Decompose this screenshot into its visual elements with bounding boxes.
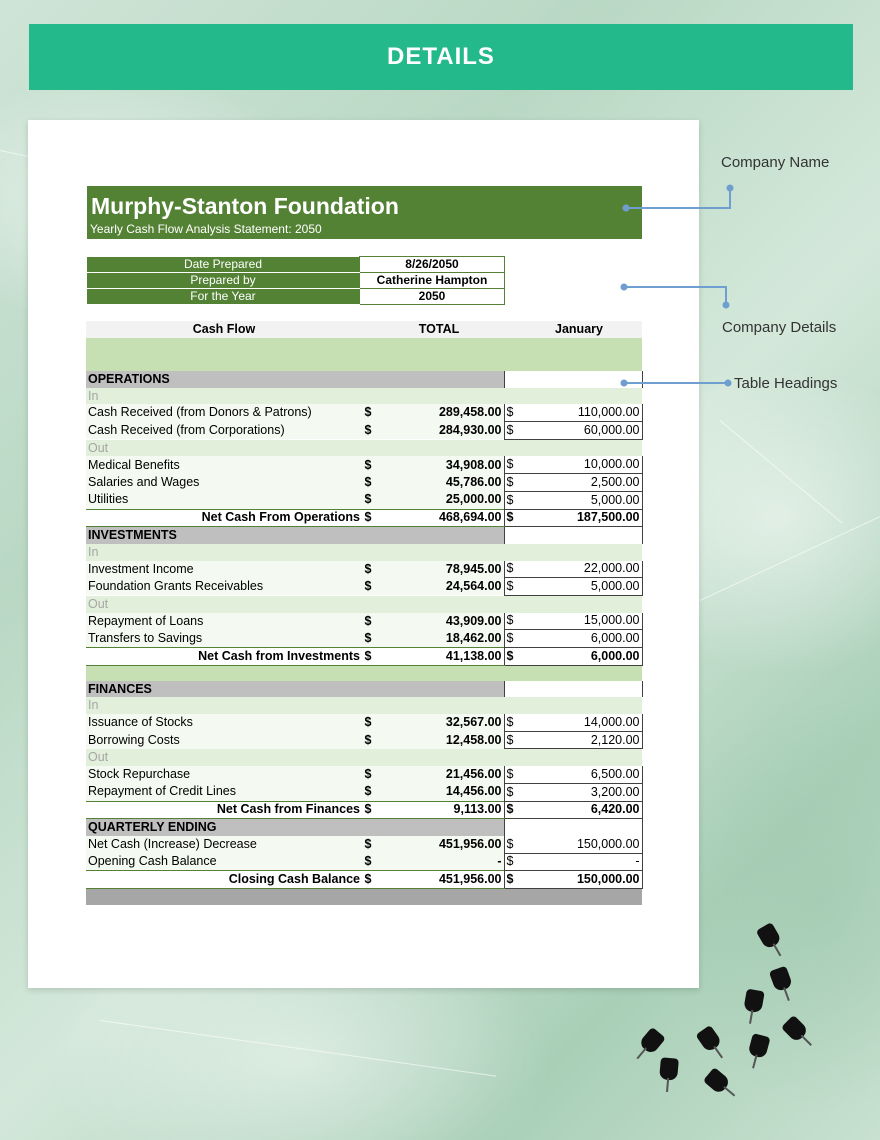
- row-label: Salaries and Wages: [86, 474, 362, 492]
- section-title: OPERATIONS: [86, 371, 362, 388]
- total-value: 24,564.00: [374, 578, 504, 596]
- row-label: Net Cash from Investments: [86, 648, 362, 666]
- heading-total: TOTAL: [374, 321, 504, 338]
- info-value: 2050: [360, 289, 505, 305]
- total-currency: $: [362, 509, 374, 527]
- callout-dot: [727, 185, 734, 192]
- row-label: Net Cash From Operations: [86, 509, 362, 527]
- row-label: Net Cash from Finances: [86, 801, 362, 819]
- callout-dot: [725, 380, 732, 387]
- january-currency: $: [504, 766, 516, 783]
- info-label: For the Year: [87, 289, 360, 305]
- heading-january: January: [516, 321, 642, 338]
- annotation-table-headings: Table Headings: [734, 375, 838, 392]
- total-value: 18,462.00: [374, 630, 504, 648]
- january-value: 14,000.00: [516, 714, 642, 731]
- row-label: Foundation Grants Receivables: [86, 578, 362, 596]
- info-label: Prepared by: [87, 273, 360, 289]
- total-currency: $: [362, 783, 374, 801]
- section-title: FINANCES: [86, 681, 362, 698]
- subsection-label: Out: [86, 439, 642, 456]
- subsection-label: In: [86, 388, 642, 405]
- row-label: Repayment of Credit Lines: [86, 783, 362, 801]
- january-value: 10,000.00: [516, 456, 642, 473]
- subsection-label: In: [86, 697, 642, 714]
- total-currency: $: [362, 613, 374, 630]
- callout-dot: [723, 302, 730, 309]
- row-label: Borrowing Costs: [86, 731, 362, 749]
- banner-title: DETAILS: [387, 43, 495, 70]
- row-label: Utilities: [86, 491, 362, 509]
- total-currency: $: [362, 648, 374, 666]
- info-value: Catherine Hampton: [360, 273, 505, 289]
- total-value: 451,956.00: [374, 836, 504, 853]
- total-value: 21,456.00: [374, 766, 504, 783]
- january-currency: $: [504, 648, 516, 666]
- total-value: 12,458.00: [374, 731, 504, 749]
- row-label: Transfers to Savings: [86, 630, 362, 648]
- annotation-company-name: Company Name: [721, 154, 830, 171]
- info-label: Date Prepared: [87, 257, 360, 273]
- january-currency: $: [504, 853, 516, 871]
- row-label: Cash Received (from Corporations): [86, 422, 362, 440]
- total-value: 43,909.00: [374, 613, 504, 630]
- total-currency: $: [362, 561, 374, 578]
- subsection-label: In: [86, 544, 642, 561]
- january-value: -: [516, 853, 642, 871]
- january-value: 150,000.00: [516, 836, 642, 853]
- january-currency: $: [504, 456, 516, 473]
- total-currency: $: [362, 404, 374, 421]
- total-currency: $: [362, 578, 374, 596]
- company-name: Murphy-Stanton Foundation: [91, 193, 399, 219]
- january-currency: $: [504, 491, 516, 509]
- row-label: Stock Repurchase: [86, 766, 362, 783]
- january-currency: $: [504, 630, 516, 648]
- january-currency: $: [504, 836, 516, 853]
- january-currency: $: [504, 783, 516, 801]
- total-value: 45,786.00: [374, 474, 504, 492]
- january-value: 6,000.00: [516, 648, 642, 666]
- january-currency: $: [504, 422, 516, 440]
- january-value: 22,000.00: [516, 561, 642, 578]
- total-currency: $: [362, 853, 374, 871]
- total-currency: $: [362, 714, 374, 731]
- callout-line: [626, 188, 730, 208]
- total-value: 32,567.00: [374, 714, 504, 731]
- row-label: Closing Cash Balance: [86, 871, 362, 889]
- total-currency: $: [362, 766, 374, 783]
- total-currency: $: [362, 836, 374, 853]
- row-label: Issuance of Stocks: [86, 714, 362, 731]
- subsection-label: Out: [86, 595, 642, 612]
- info-value: 8/26/2050: [360, 257, 505, 273]
- total-value: -: [374, 853, 504, 871]
- total-value: 34,908.00: [374, 456, 504, 473]
- january-currency: $: [504, 801, 516, 819]
- total-currency: $: [362, 731, 374, 749]
- subsection-label: Out: [86, 749, 642, 766]
- january-currency: $: [504, 871, 516, 889]
- january-value: 60,000.00: [516, 422, 642, 440]
- annotation-company-details: Company Details: [722, 319, 837, 336]
- january-value: 2,500.00: [516, 474, 642, 492]
- january-currency: $: [504, 613, 516, 630]
- january-value: 5,000.00: [516, 578, 642, 596]
- january-value: 5,000.00: [516, 491, 642, 509]
- section-title: QUARTERLY ENDING: [86, 819, 362, 836]
- january-currency: $: [504, 509, 516, 527]
- total-currency: $: [362, 456, 374, 473]
- total-value: 9,113.00: [374, 801, 504, 819]
- row-label: Repayment of Loans: [86, 613, 362, 630]
- january-currency: $: [504, 731, 516, 749]
- january-currency: $: [504, 404, 516, 421]
- total-currency: $: [362, 491, 374, 509]
- total-currency: $: [362, 871, 374, 889]
- january-currency: $: [504, 561, 516, 578]
- total-value: 284,930.00: [374, 422, 504, 440]
- january-value: 6,000.00: [516, 630, 642, 648]
- heading-cash-flow: Cash Flow: [86, 321, 362, 338]
- company-subtitle: Yearly Cash Flow Analysis Statement: 2050: [90, 222, 322, 236]
- january-value: 6,500.00: [516, 766, 642, 783]
- total-value: 25,000.00: [374, 491, 504, 509]
- row-label: Cash Received (from Donors & Patrons): [86, 404, 362, 421]
- january-currency: $: [504, 714, 516, 731]
- total-value: 41,138.00: [374, 648, 504, 666]
- january-value: 110,000.00: [516, 404, 642, 421]
- total-currency: $: [362, 630, 374, 648]
- total-value: 468,694.00: [374, 509, 504, 527]
- january-currency: $: [504, 578, 516, 596]
- january-value: 2,120.00: [516, 731, 642, 749]
- total-currency: $: [362, 474, 374, 492]
- total-value: 78,945.00: [374, 561, 504, 578]
- january-currency: $: [504, 474, 516, 492]
- row-label: Investment Income: [86, 561, 362, 578]
- row-label: Medical Benefits: [86, 456, 362, 473]
- total-currency: $: [362, 422, 374, 440]
- total-value: 451,956.00: [374, 871, 504, 889]
- row-label: Net Cash (Increase) Decrease: [86, 836, 362, 853]
- january-value: 15,000.00: [516, 613, 642, 630]
- section-title: INVESTMENTS: [86, 527, 362, 544]
- total-currency: $: [362, 801, 374, 819]
- january-value: 150,000.00: [516, 871, 642, 889]
- january-value: 3,200.00: [516, 783, 642, 801]
- january-value: 187,500.00: [516, 509, 642, 527]
- callout-line: [624, 287, 726, 305]
- total-value: 289,458.00: [374, 404, 504, 421]
- january-value: 6,420.00: [516, 801, 642, 819]
- row-label: Opening Cash Balance: [86, 853, 362, 871]
- total-value: 14,456.00: [374, 783, 504, 801]
